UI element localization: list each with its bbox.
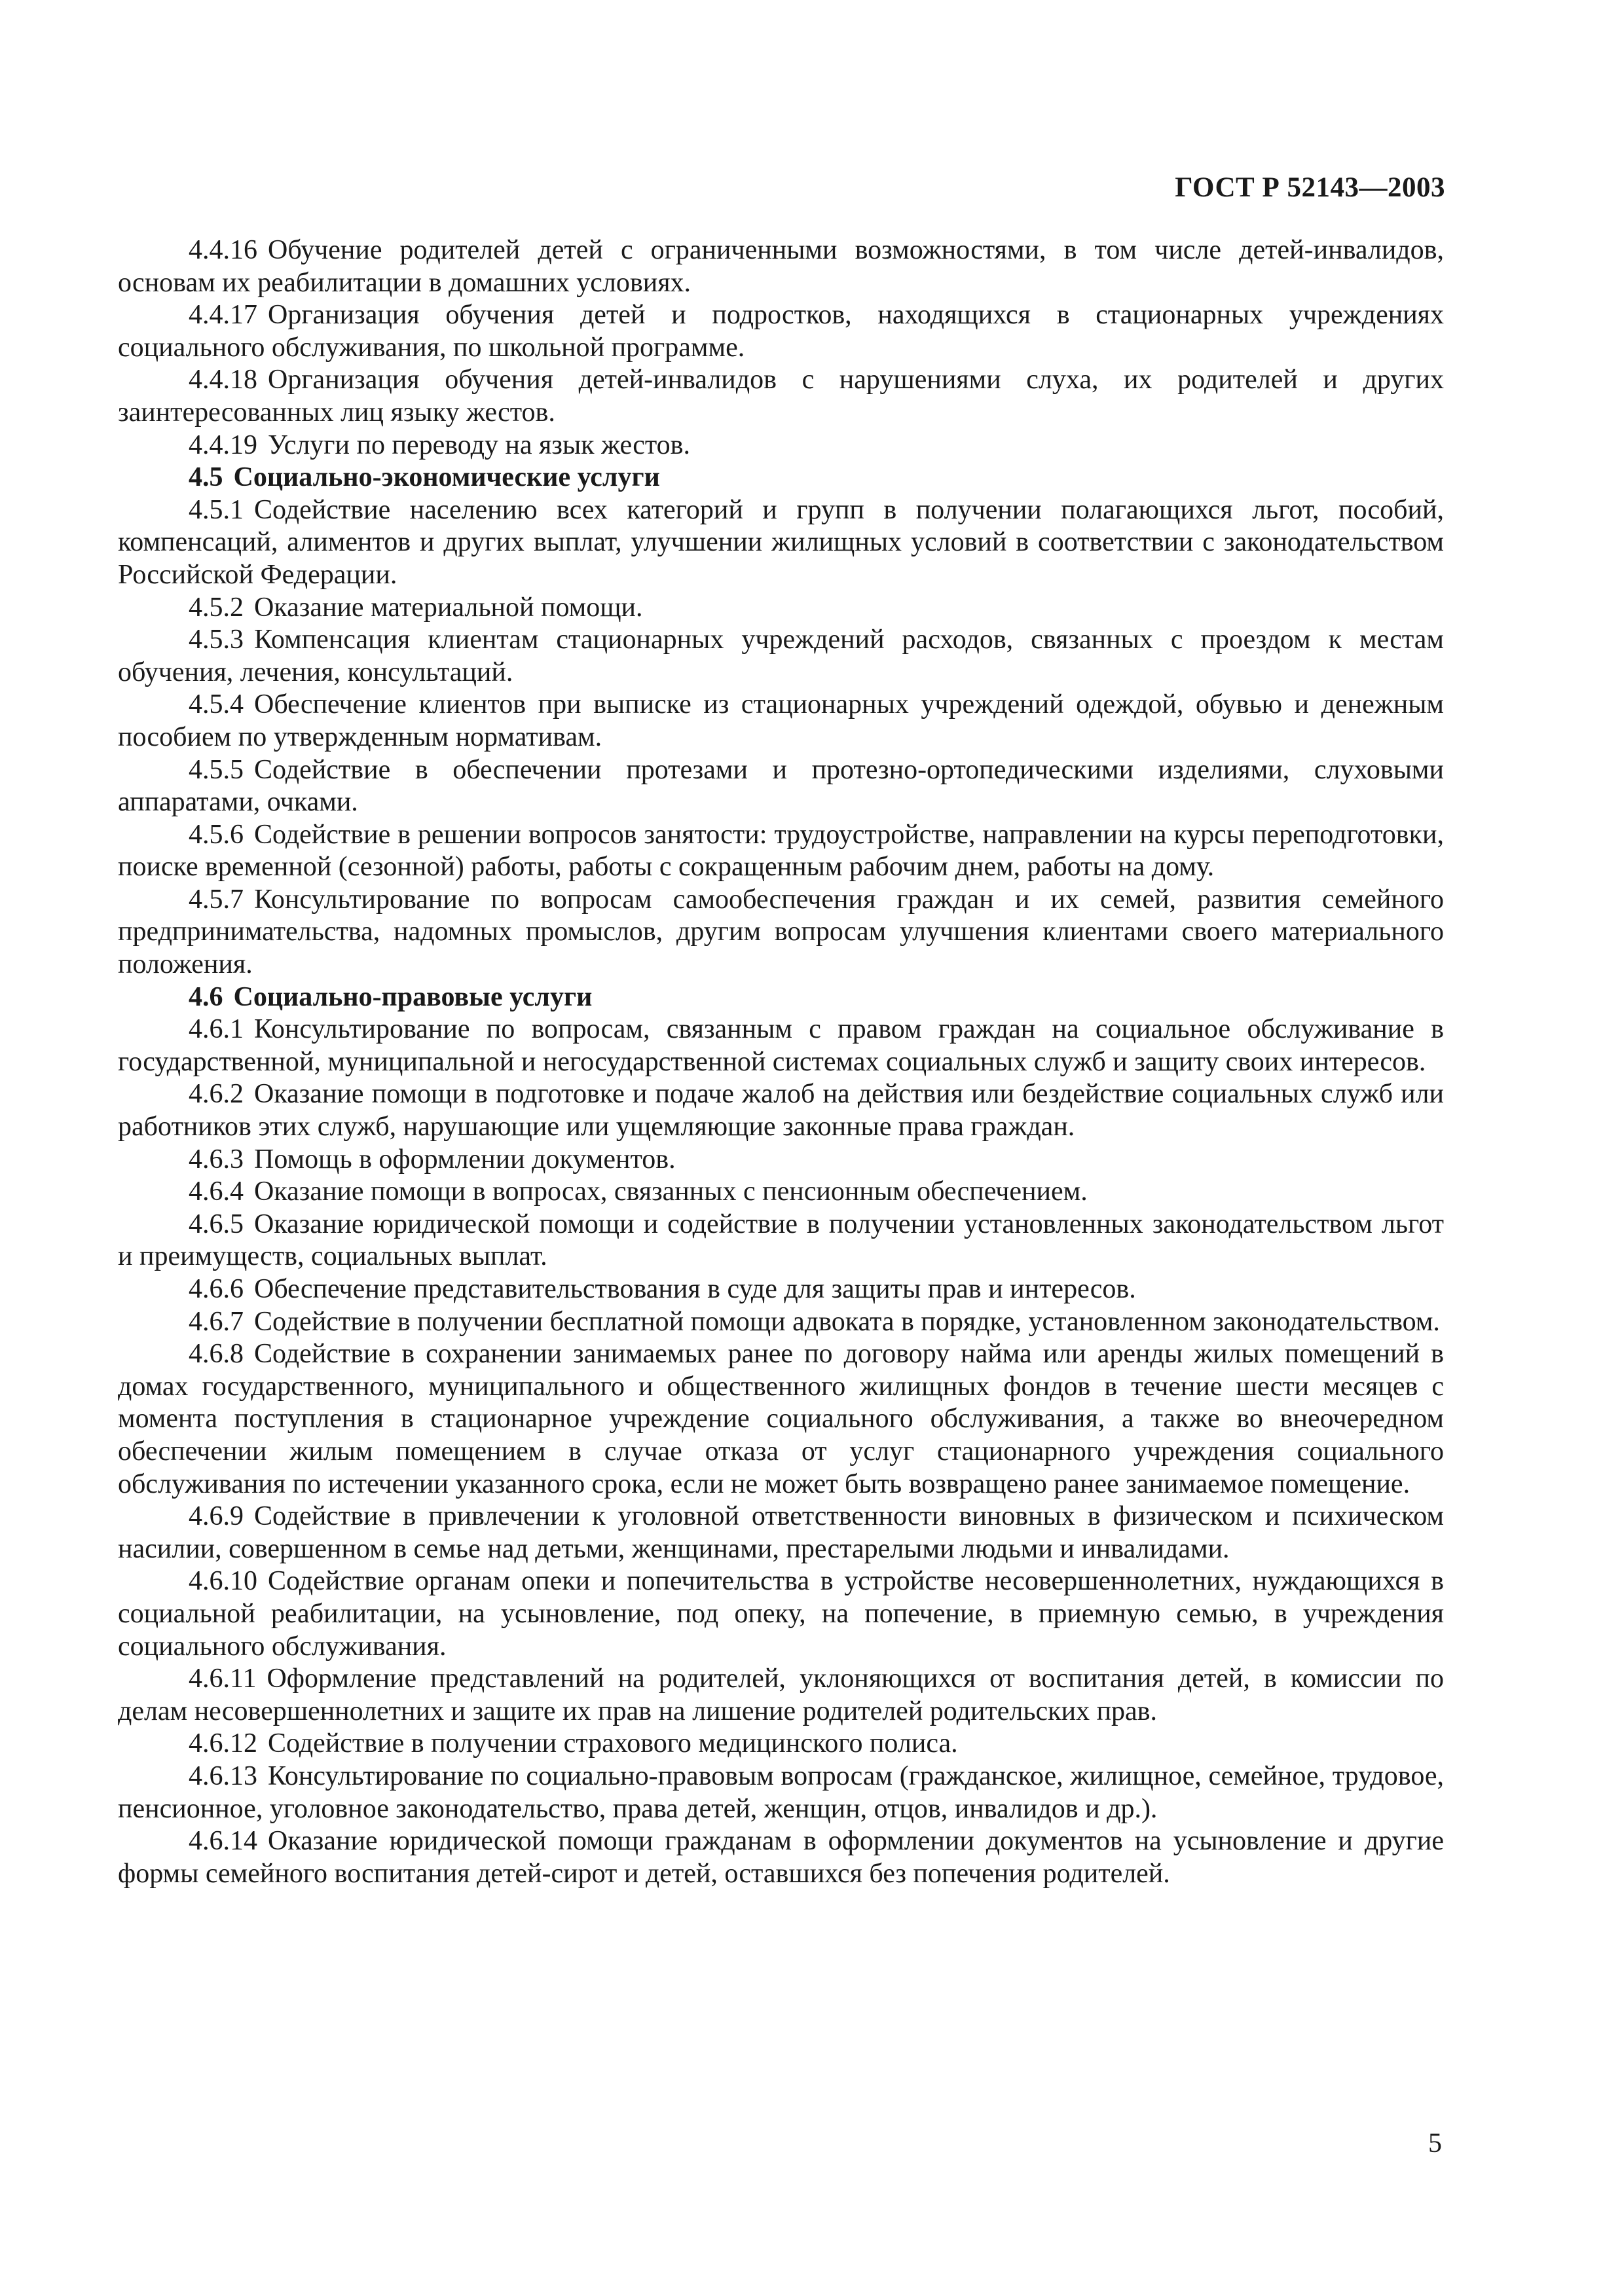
clause-number: 4.6 [189, 981, 223, 1012]
clause-number: 4.6.12 [189, 1728, 257, 1759]
clause-paragraph [118, 819, 1444, 884]
clause-number: 4.4.16 [189, 235, 257, 265]
clause-text: Обучение родителей детей с ограниченными возможностями, в том числе детей-инвалидов, основам их реабилитации в домашних условиях. [118, 235, 1444, 298]
clause-text: Организация обучения детей и подростков, находящихся в стационарных учреждениях социального обслуживания, по школьной программе. [118, 300, 1444, 363]
document-body [118, 234, 1444, 1890]
clause-paragraph [118, 884, 1444, 981]
clause-number: 4.6.8 [189, 1339, 244, 1370]
clause-paragraph [118, 364, 1444, 429]
clause-number: 4.6.13 [189, 1760, 257, 1791]
clause-number: 4.6.3 [189, 1144, 244, 1175]
clause-number: 4.6.1 [189, 1014, 244, 1045]
page-number: 5 [1428, 2128, 1442, 2159]
clause-paragraph [118, 1013, 1444, 1078]
clause-number: 4.6.10 [189, 1566, 257, 1597]
clause-text: Обеспечение клиентов при выписке из стационарных учреждений одеждой, обувью и денежным пособием по утвержденным нормативам. [118, 689, 1444, 752]
clause-paragraph [118, 1306, 1444, 1339]
section-heading [118, 981, 1444, 1014]
clause-paragraph [118, 1078, 1444, 1143]
clause-paragraph [118, 592, 1444, 625]
clause-text: Консультирование по вопросам, связанным с правом граждан на социальное обслуживание в государственной, муниципальной и негосударственной системах социальных служб и защиту своих интересов. [118, 1014, 1444, 1077]
clause-number: 4.5.6 [189, 819, 244, 850]
clause-text: Помощь в оформлении документов. [254, 1144, 676, 1175]
clause-number: 4.5.3 [189, 625, 244, 655]
clause-paragraph [118, 624, 1444, 689]
clause-number: 4.4.19 [189, 429, 257, 460]
clause-text: Оказание юридической помощи гражданам в оформлении документов на усыновление и другие формы семейного воспитания детей-сирот и детей, оставшихся без попечения родителей. [118, 1826, 1444, 1889]
clause-paragraph [118, 754, 1444, 819]
clause-text: Компенсация клиентам стационарных учреждений расходов, связанных с проездом к местам обучения, лечения, консультаций. [118, 625, 1444, 687]
clause-paragraph [118, 689, 1444, 754]
clause-paragraph [118, 1760, 1444, 1825]
clause-text: Социально-экономические услуги [233, 462, 660, 493]
clause-paragraph [118, 1338, 1444, 1501]
clause-text: Содействие в получении страхового медицинского полиса. [268, 1728, 958, 1759]
clause-number: 4.6.7 [189, 1306, 244, 1337]
clause-text: Оказание помощи в вопросах, связанных с пенсионным обеспечением. [254, 1176, 1088, 1207]
clause-number: 4.6.6 [189, 1274, 244, 1304]
clause-paragraph [118, 1728, 1444, 1760]
clause-number: 4.6.14 [189, 1826, 257, 1857]
clause-number: 4.5.1 [189, 494, 244, 525]
clause-paragraph [118, 1209, 1444, 1273]
clause-paragraph [118, 299, 1444, 364]
clause-paragraph [118, 1144, 1444, 1176]
clause-text: Консультирование по вопросам самообеспечения граждан и их семей, развития семейного предпринимательства, надомных промыслов, другим вопросам улучшения клиентами своего материального положения. [118, 884, 1444, 980]
clause-number: 4.4.18 [189, 365, 257, 395]
clause-number: 4.6.5 [189, 1209, 244, 1239]
clause-text: Содействие населению всех категорий и групп в получении полагающихся льгот, пособий, компенсаций, алиментов и других выплат, улучшении жилищных условий в соответствии с законодательством Российской Федерации. [118, 494, 1444, 590]
clause-text: Консультирование по социально-правовым вопросам (гражданское, жилищное, семейное, трудовое, пенсионное, уголовное законодательство, права детей, женщин, отцов, инвалидов и др.). [118, 1760, 1444, 1824]
clause-paragraph [118, 429, 1444, 462]
clause-paragraph [118, 1501, 1444, 1565]
clause-number: 4.5 [189, 462, 223, 493]
clause-number: 4.6.2 [189, 1079, 244, 1110]
clause-paragraph [118, 1176, 1444, 1209]
clause-number: 4.5.5 [189, 754, 244, 785]
clause-text: Социально-правовые услуги [233, 981, 593, 1012]
clause-number: 4.6.9 [189, 1501, 244, 1532]
clause-text: Содействие в привлечении к уголовной ответственности виновных в физическом и психическом насилии, совершенном в семье над детьми, женщинами, престарелыми людьми и инвалидами. [118, 1501, 1444, 1564]
section-heading [118, 462, 1444, 494]
clause-number: 4.4.17 [189, 300, 257, 331]
clause-text: Содействие в получении бесплатной помощи адвоката в порядке, установленном законодательством. [254, 1306, 1440, 1337]
clause-number: 4.6.11 [189, 1664, 257, 1694]
clause-text: Оказание юридической помощи и содействие в получении установленных законодательством льгот и преимуществ, социальных выплат. [118, 1209, 1444, 1272]
clause-paragraph [118, 1273, 1444, 1306]
clause-text: Содействие в сохранении занимаемых ранее по договору найма или аренды жилых помещений в домах государственного, муниципального и общественного жилищных фондов в течение шести месяцев с момента поступления в стационарное учреждение социального обслуживания, а также во внеочередном обеспечении жилым помещением в случае отказа от услуг стационарного учреждения социального обслуживания по истечении указанного срока, если не может быть возвращено ранее занимаемое помещение. [118, 1339, 1444, 1499]
clause-text: Обеспечение представительствования в суде для защиты прав и интересов. [254, 1274, 1136, 1304]
clause-text: Содействие в решении вопросов занятости: трудоустройстве, направлении на курсы переподготовки, поиске временной (сезонной) работы, работы с сокращенным рабочим днем, работы на дому. [118, 819, 1444, 883]
clause-number: 4.5.2 [189, 592, 244, 623]
clause-text: Содействие органам опеки и попечительства в устройстве несовершеннолетних, нуждающихся в социальной реабилитации, на усыновление, под опеку, на попечение, в приемную семью, в учреждения социального обслуживания. [118, 1566, 1444, 1662]
clause-text: Содействие в обеспечении протезами и протезно-ортопедическими изделиями, слуховыми аппаратами, очками. [118, 754, 1444, 818]
clause-paragraph [118, 234, 1444, 299]
clause-text: Оказание материальной помощи. [254, 592, 643, 623]
clause-text: Организация обучения детей-инвалидов с нарушениями слуха, их родителей и других заинтересованных лиц языку жестов. [118, 365, 1444, 428]
clause-text: Услуги по переводу на язык жестов. [268, 429, 691, 460]
clause-paragraph [118, 1825, 1444, 1890]
clause-text: Оказание помощи в подготовке и подаче жалоб на действия или бездействие социальных служб или работников этих служб, нарушающие или ущемляющие законные права граждан. [118, 1079, 1444, 1142]
clause-number: 4.5.4 [189, 689, 244, 720]
clause-number: 4.6.4 [189, 1176, 244, 1207]
clause-paragraph [118, 1663, 1444, 1728]
clause-paragraph [118, 1565, 1444, 1663]
clause-paragraph [118, 494, 1444, 592]
document-code-header: ГОСТ Р 52143—2003 [1175, 172, 1445, 203]
clause-number: 4.5.7 [189, 884, 244, 915]
clause-text: Оформление представлений на родителей, уклоняющихся от воспитания детей, в комиссии по делам несовершеннолетних и защите их прав на лишение родителей родительских прав. [118, 1664, 1444, 1726]
